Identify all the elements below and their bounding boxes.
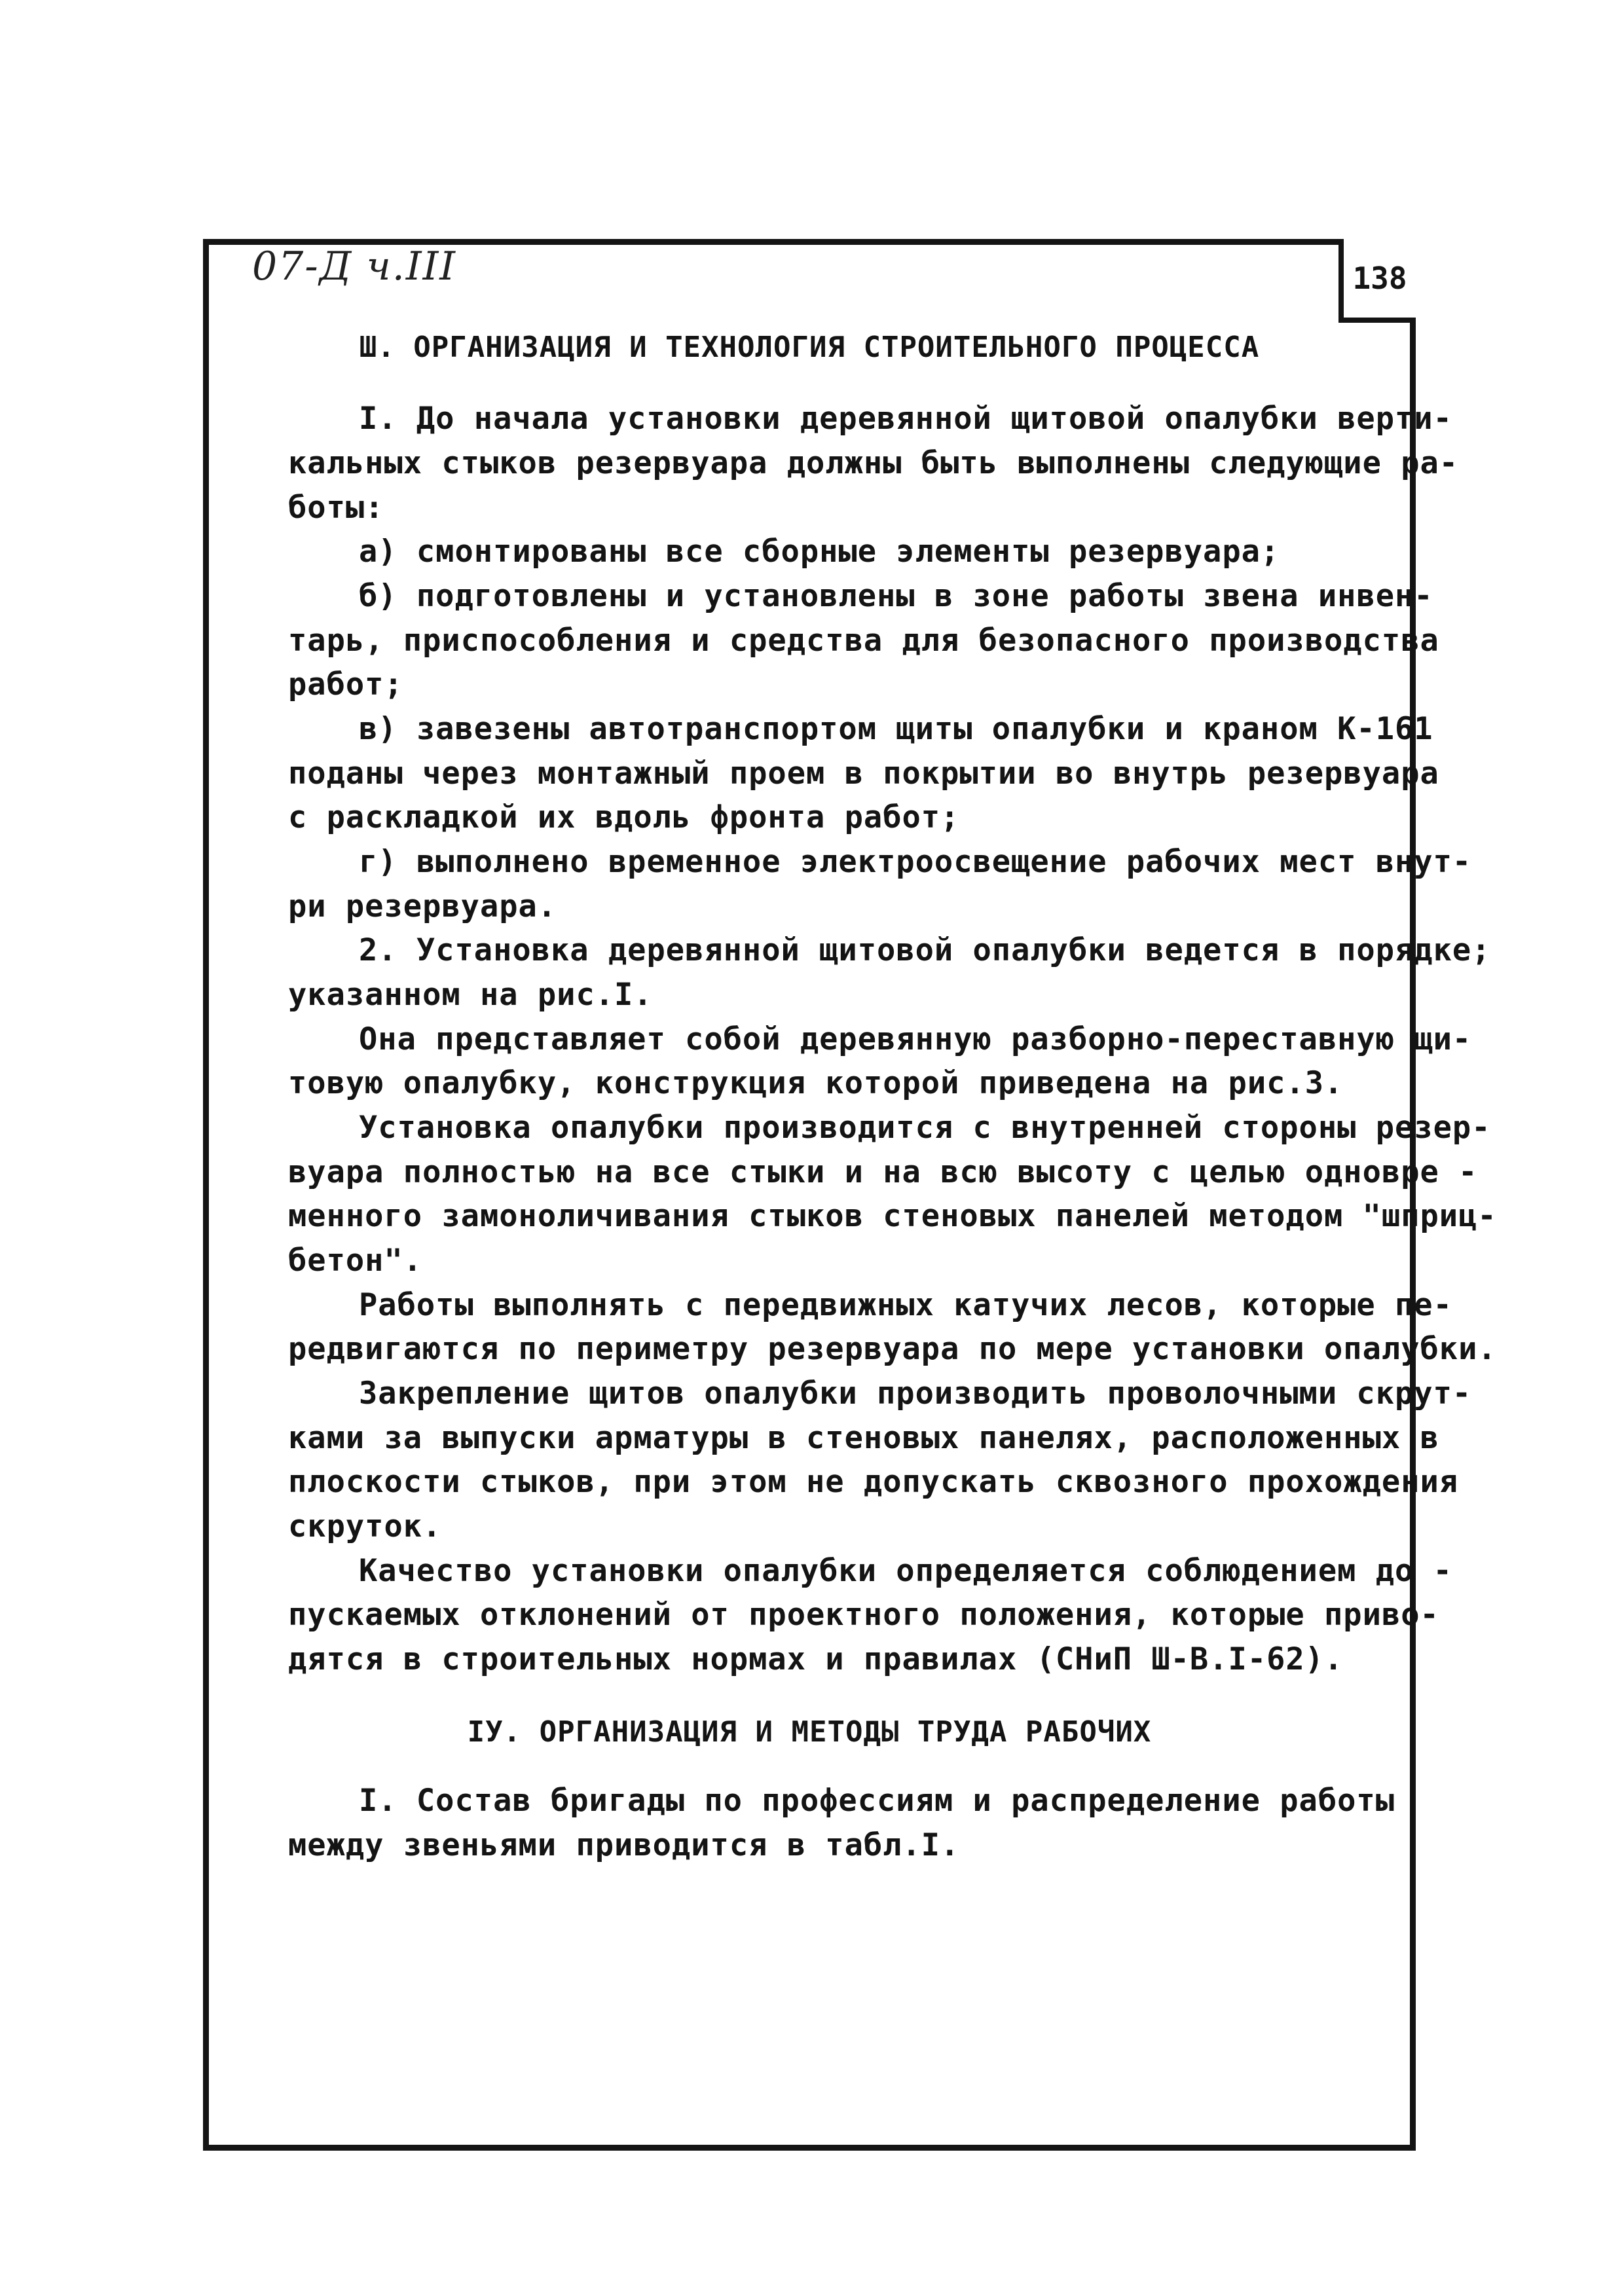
text-line: указанном на рис.I.	[288, 977, 653, 1013]
text-line: дятся в строительных нормах и правилах (СНиП Ш-В.I-62).	[288, 1641, 1344, 1677]
text-line: боты:	[288, 490, 384, 526]
text-line: Работы выполнять с передвижных катучих лесов, которые пе-	[359, 1287, 1452, 1323]
text-line: менного замоноличивания стыков стеновых панелей методом "шприц-	[288, 1198, 1497, 1234]
text-line: тарь, приспособления и средства для безопасного производства	[288, 623, 1439, 659]
section-3-title: Ш. ОРГАНИЗАЦИЯ И ТЕХНОЛОГИЯ СТРОИТЕЛЬНОГО ПРОЦЕССА	[359, 331, 1260, 364]
text-line: скруток.	[288, 1508, 442, 1544]
text-line: поданы через монтажный проем в покрытии во внутрь резервуара	[288, 756, 1439, 792]
text-line: ри резервуара.	[288, 888, 557, 924]
text-line: вуара полностью на все стыки и на всю высоту с целью одновре -	[288, 1154, 1478, 1190]
text-line: Установка опалубки производится с внутренней стороны резер-	[359, 1110, 1491, 1146]
text-line: пускаемых отклонений от проектного положения, которые приво-	[288, 1597, 1439, 1633]
text-line: плоскости стыков, при этом не допускать сквозного прохождения	[288, 1464, 1459, 1500]
text-line: Она представляет собой деревянную разборно-переставную щи-	[359, 1021, 1472, 1057]
document-frame	[203, 239, 1416, 2151]
page-number: 138	[1338, 239, 1416, 323]
text-line: I. До начала установки деревянной щитовой опалубки верти-	[359, 401, 1452, 437]
text-line: товую опалубку, конструкция которой приведена на рис.3.	[288, 1065, 1344, 1101]
text-line: 2. Установка деревянной щитовой опалубки ведется в порядке;	[359, 932, 1491, 968]
text-line: редвигаются по периметру резервуара по мере установки опалубки.	[288, 1331, 1497, 1367]
text-line: а) смонтированы все сборные элементы резервуара;	[359, 534, 1280, 570]
handwritten-document-code: 07-Д ч.III	[252, 244, 456, 289]
text-line: Закрепление щитов опалубки производить проволочными скрут-	[359, 1376, 1472, 1412]
text-line: между звеньями приводится в табл.I.	[288, 1827, 960, 1863]
text-line: ками за выпуски арматуры в стеновых панелях, расположенных в	[288, 1420, 1439, 1456]
text-line: I. Состав бригады по профессиям и распределение работы	[359, 1783, 1395, 1819]
text-line: Качество установки опалубки определяется соблюдением до -	[359, 1553, 1452, 1589]
text-line: с раскладкой их вдоль фронта работ;	[288, 799, 960, 835]
text-line: бетон".	[288, 1243, 423, 1279]
text-line: кальных стыков резервуара должны быть выполнены следующие ра-	[288, 445, 1459, 481]
section-4-title: IУ. ОРГАНИЗАЦИЯ И МЕТОДЫ ТРУДА РАБОЧИХ	[467, 1715, 1152, 1749]
text-line: б) подготовлены и установлены в зоне работы звена инвен-	[359, 578, 1433, 614]
text-line: г) выполнено временное электроосвещение рабочих мест внут-	[359, 844, 1472, 880]
text-line: в) завезены автотранспортом щиты опалубки и краном К-161	[359, 711, 1433, 747]
text-line: работ;	[288, 666, 403, 702]
